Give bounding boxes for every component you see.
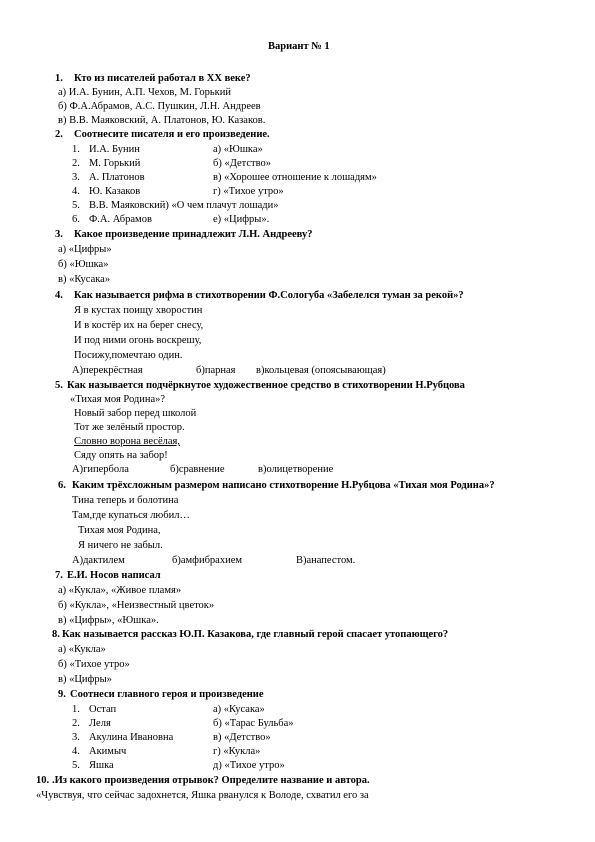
match-left: Ф.А. Абрамов (89, 214, 152, 225)
match-number: 4. (72, 746, 80, 757)
match-left: В.В. Маяковский) «О чем плачут лошади» (89, 200, 279, 211)
verse-line: И под ними огонь воскрешу, (74, 335, 202, 346)
question-text: Как называется рассказ Ю.П. Казакова, где главный герой спасает утопающего? (62, 629, 449, 640)
match-left: Ю. Казаков (89, 186, 141, 197)
match-right: б) «Детство» (213, 158, 272, 169)
match-left: И.А. Бунин (89, 144, 140, 155)
verse-line: Я ничего не забыл. (78, 540, 163, 551)
match-number: 1. (72, 144, 80, 155)
question-text: .Из какого произведения отрывок? Определите название и автора. (52, 775, 370, 786)
verse-line-underlined: Словно ворона весёлая, (74, 436, 180, 447)
match-left: М. Горький (89, 158, 141, 169)
option: в)олицетворение (258, 464, 334, 475)
match-number: 2. (72, 158, 80, 169)
option: б)парная (196, 365, 236, 376)
match-number: 5. (72, 200, 80, 211)
question-number: 10. (36, 775, 50, 786)
question-number: 9. (58, 689, 66, 700)
option: в) «Цифры» (58, 674, 112, 685)
question-number: 8. (52, 629, 60, 640)
question-number: 4. (55, 290, 63, 301)
match-left: А. Платонов (89, 172, 145, 183)
option: б)сравнение (170, 464, 225, 475)
verse-line: Я в кустах поищу хворостин (74, 305, 203, 316)
match-right: г) «Кукла» (213, 746, 261, 757)
match-number: 4. (72, 186, 80, 197)
match-left: Яшка (89, 760, 114, 771)
match-left: Остап (89, 704, 117, 715)
option: б) «Юшка» (58, 259, 109, 270)
question-number: 7. (55, 570, 63, 581)
verse-line: Новый забор перед школой (74, 408, 197, 419)
match-right: г) «Тихое утро» (213, 186, 284, 197)
option: б) «Кукла», «Неизвестный цветок» (58, 600, 215, 611)
question-text-cont: «Тихая моя Родина»? (70, 394, 166, 405)
match-right: а) «Юшка» (213, 144, 263, 155)
question-number: 5. (55, 380, 63, 391)
option: а) «Цифры» (58, 244, 112, 255)
match-left: Леля (89, 718, 111, 729)
option: в) В.В. Маяковский, А. Платонов, Ю. Казаков. (58, 115, 266, 126)
match-number: 6. (72, 214, 80, 225)
match-right: е) «Цифры». (213, 214, 270, 225)
question-text: Соотнеси главного героя и произведение (70, 689, 264, 700)
match-number: 1. (72, 704, 80, 715)
question-text: Е.И. Носов написал (67, 570, 161, 581)
match-right: в) «Детство» (213, 732, 271, 743)
match-right: д) «Тихое утро» (213, 760, 285, 771)
option: а) «Кукла», «Живое пламя» (58, 585, 182, 596)
verse-line: Сяду опять на забор! (74, 450, 168, 461)
question-text: Каким трёхсложным размером написано стихотворение Н.Рубцова «Тихая моя Родина»? (72, 480, 495, 491)
match-left: Акулина Ивановна (89, 732, 174, 743)
match-right: в) «Хорошее отношение к лошадям» (213, 172, 377, 183)
verse-line: Посижу,помечтаю один. (74, 350, 183, 361)
verse-line: Тина теперь и болотина (72, 495, 179, 506)
match-left: Акимыч (89, 746, 127, 757)
question-number: 2. (55, 129, 63, 140)
option: А)дактилем (72, 555, 125, 566)
page-title: Вариант № 1 (268, 41, 330, 52)
verse-line: Там,где купаться любил… (72, 510, 190, 521)
match-number: 3. (72, 172, 80, 183)
match-right: б) «Тарас Бульба» (213, 718, 294, 729)
question-text: Как называется рифма в стихотворении Ф.Сологуба «Забелелся туман за рекой»? (74, 290, 464, 301)
option: В)анапестом. (296, 555, 356, 566)
question-text: Как называется подчёркнутое художественное средство в стихотворении Н.Рубцова (67, 380, 465, 391)
option: б)амфибрахием (172, 555, 242, 566)
verse-line: И в костёр их на берег снесу, (74, 320, 204, 331)
option: в) «Цифры», «Юшка». (58, 615, 159, 626)
option: в) «Кусака» (58, 274, 111, 285)
match-number: 3. (72, 732, 80, 743)
option: а) «Кукла» (58, 644, 106, 655)
option: б) Ф.А.Абрамов, А.С. Пушкин, Л.Н. Андреев (58, 101, 261, 112)
question-text: Соотнесите писателя и его произведение. (74, 129, 270, 140)
question-number: 1. (55, 73, 63, 84)
question-text: Какое произведение принадлежит Л.Н. Андрееву? (74, 229, 313, 240)
option: а) И.А. Бунин, А.П. Чехов, М. Горький (58, 87, 232, 98)
match-number: 5. (72, 760, 80, 771)
verse-line: Тот же зелёный простор. (74, 422, 185, 433)
question-number: 3. (55, 229, 63, 240)
question-text: Кто из писателей работал в XX веке? (74, 73, 251, 84)
match-number: 2. (72, 718, 80, 729)
option: б) «Тихое утро» (58, 659, 130, 670)
option: А)гипербола (72, 464, 129, 475)
verse-line: Тихая моя Родина, (78, 525, 161, 536)
excerpt-text: «Чувствуя, что сейчас задохнется, Яшка рванулся к Володе, схватил его за (36, 790, 369, 801)
option: А)перекрёстная (72, 365, 143, 376)
option: в)кольцевая (опоясывающая) (256, 365, 386, 376)
question-number: 6. (58, 480, 66, 491)
match-right: а) «Кусака» (213, 704, 265, 715)
